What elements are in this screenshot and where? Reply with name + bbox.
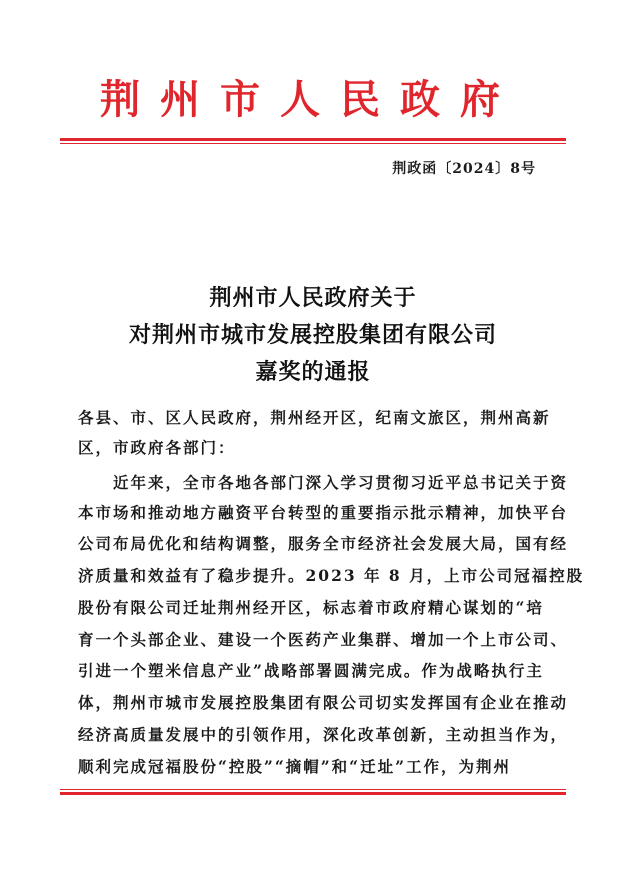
body-line: 经济高质量发展中的引领作用，深化改革创新，主动担当作为， (78, 725, 569, 744)
footer-red-rule-thick (60, 792, 566, 795)
body-line: 顺利完成冠福股份“控股”“摘帽”和“迁址”工作，为荆州 (78, 757, 511, 776)
body-line: 体，荆州市城市发展控股集团有限公司切实发挥国有企业在推动 (78, 693, 569, 712)
document-number: 荆政函〔2024〕8号 (392, 161, 536, 177)
body-line: 引进一个塑米信息产业”战略部署圆满完成。作为战略执行主 (78, 661, 544, 680)
body-line: 区，市政府各部门： (78, 438, 236, 457)
title-line-2: 对荆州市城市发展控股集团有限公司 (128, 322, 497, 348)
header-red-rule-thick (60, 138, 566, 141)
body-line: 股份有限公司迁址荆州经开区，标志着市政府精心谋划的“培 (78, 598, 544, 617)
body-line: 本市场和推动地方融资平台转型的重要指示批示精神，加快平台 (78, 503, 569, 522)
title-line-3: 嘉奖的通报 (255, 359, 371, 385)
body-line: 公司布局优化和结构调整，服务全市经济社会发展大局，国有经 (78, 534, 569, 553)
issuer-header: 荆州市人民政府 (100, 76, 520, 123)
title-line-1: 荆州市人民政府关于 (209, 285, 417, 311)
header-red-rule-thin (60, 143, 566, 144)
body-line: 各县、市、区人民政府，荆州经开区，纪南文旅区，荆州高新 (78, 408, 551, 427)
body-line: 济质量和效益有了稳步提升。2023 年 8 月，上市公司冠福控股 (78, 566, 585, 585)
body-line: 育一个头部企业、建设一个医药产业集群、增加一个上市公司、 (78, 630, 569, 649)
body-line: 近年来，全市各地各部门深入学习贯彻习近平总书记关于资 (78, 473, 569, 492)
footer-red-rule-thin (60, 789, 566, 790)
